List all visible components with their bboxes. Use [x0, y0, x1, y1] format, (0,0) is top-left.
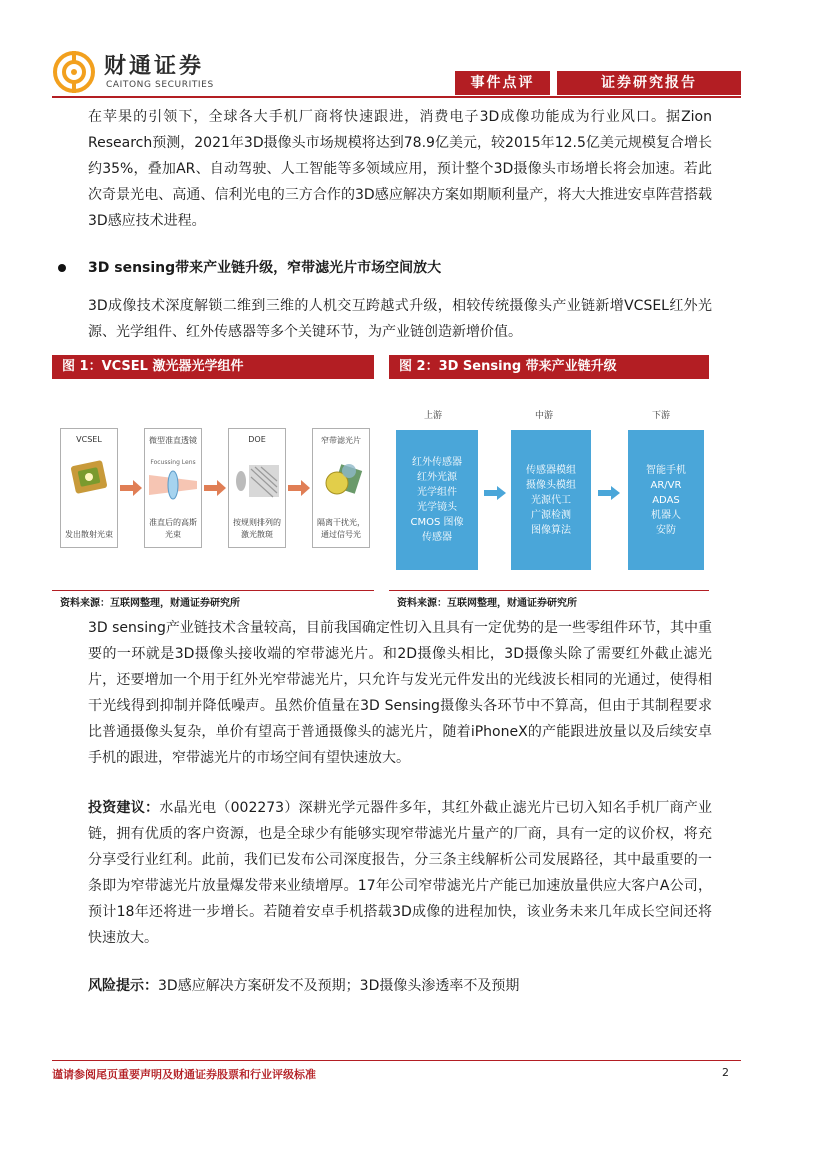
stage-title: 窄带滤光片	[321, 436, 361, 445]
figure2-midstream-box	[511, 430, 591, 570]
header-divider	[52, 96, 741, 98]
flow-arrow-icon	[288, 480, 310, 496]
flow-line: 摄像头模组	[526, 479, 576, 491]
flow-line: CMOS 图像	[410, 517, 464, 528]
header-tag-event-review: 事件点评	[455, 71, 550, 95]
flow-line: 图像算法	[531, 524, 571, 536]
figure2-column-label: 下游	[652, 411, 671, 421]
figure2-downstream-box	[628, 430, 704, 570]
logo-english-name: CAITONG SECURITIES	[106, 80, 214, 90]
figure1-title: 图 1：VCSEL 激光器光学组件	[52, 355, 374, 379]
stage-caption: 按规则排列的激光散斑	[233, 518, 281, 539]
paragraph-intro: 在苹果的引领下，全球各大手机厂商将快速跟进，消费电子3D成像功能成为行业风口。据Zion Research预测，2021年3D摄像头市场规模将达到78.9亿美元，较2015年12.5亿美元规模复合增长约35%，叠加AR、自动驾驶、人工智能等多领域应用，预计整个3D摄像头市场增长将会加速。若此次奇景光电、高通、信利光电的三方合作的3D感应解决方案如期顺利量产，将大大推进安卓阵营搭载3D感应技术进程。	[88, 109, 712, 229]
stage-caption: 发出散射光束	[65, 530, 113, 539]
flow-arrow-icon	[598, 486, 620, 500]
flow-line: 传感器模组	[526, 464, 576, 476]
figure2-source: 资料来源：互联网整理，财通证券研究所	[397, 598, 577, 609]
investment-advice-text: 水晶光电（002273）深耕光学元器件多年，其红外截止滤光片已切入知名手机厂商产业链，拥有优质的客户资源，也是全球少有能够实现窄带滤光片量产的厂商，具有一定的议价权，将充分享受行业红利。此前，我们已发布公司深度报告，分三条主线解析公司发展路径，其中最重要的一条即为窄带滤光片放量爆发带来业绩增厚。17年公司窄带滤光片产能已加速放量供应大客户A公司，预计18年还将进一步增长。若随着安卓手机搭载3D成像的进程加快，该业务未来几年成长空间还将快速放大。	[88, 800, 712, 946]
figure1-stage-doe	[228, 428, 286, 548]
flow-line: 光源代工	[531, 494, 571, 506]
paragraph-industry-chain: 3D成像技术深度解锁二维到三维的人机交互跨越式升级，相较传统摄像头产业链新增VCSEL红外光源、光学组件、红外传感器等多个关键环节，为产业链创造新增价值。	[88, 298, 712, 340]
figure1-source: 资料来源：互联网整理，财通证券研究所	[60, 598, 240, 609]
page-number: 2	[722, 1066, 729, 1079]
flow-line: 光学镜头	[417, 502, 457, 513]
risk-warning-text: 3D感应解决方案研发不及预期；3D摄像头渗透率不及预期	[158, 978, 520, 994]
flow-line: 传感器	[422, 532, 452, 543]
flow-line: 安防	[656, 524, 676, 536]
paragraph-risk-warning	[88, 973, 712, 999]
flow-arrow-icon	[204, 480, 226, 496]
footer-divider	[52, 1060, 741, 1061]
stage-title: VCSEL	[76, 435, 102, 444]
footer-disclaimer: 谨请参阅尾页重要声明及财通证券股票和行业评级标准	[52, 1068, 316, 1081]
flow-line: 机器人	[651, 509, 681, 521]
stage-title: DOE	[248, 435, 266, 444]
figure1-stage-lens	[144, 428, 202, 548]
stage-caption: 隔离干扰光，通过信号光	[317, 518, 365, 539]
stage-title: 微型准直透镜	[149, 436, 197, 445]
paragraph-investment-advice	[88, 795, 712, 951]
figure2-column-label: 中游	[535, 411, 554, 421]
investment-advice-label: 投资建议：	[88, 800, 160, 816]
flow-line: ADAS	[652, 494, 680, 506]
figure2-upstream-box	[396, 430, 478, 570]
flow-arrow-icon	[120, 480, 142, 496]
doe-pattern-icon	[233, 459, 281, 503]
flow-line: 智能手机	[646, 464, 686, 476]
figure1-stage-filter	[312, 428, 370, 548]
vcsel-chip-icon	[69, 457, 109, 497]
flow-line: 红外光源	[417, 472, 457, 483]
filter-disc-icon	[319, 457, 363, 501]
logo-chinese-name: 财通证券	[104, 54, 205, 79]
risk-warning-label: 风险提示：	[88, 978, 158, 994]
section-heading: 3D sensing带来产业链升级，窄带滤光片市场空间放大	[88, 260, 442, 276]
flow-line: AR/VR	[650, 479, 682, 491]
company-logo-icon	[52, 50, 96, 94]
figure2-column-label: 上游	[424, 411, 443, 421]
flow-line: 红外传感器	[412, 457, 462, 468]
figure2-title: 图 2：3D Sensing 带来产业链升级	[389, 355, 709, 379]
stage-caption: 准直后的高斯光束	[149, 518, 197, 539]
figure2-source-divider	[389, 590, 709, 591]
figure1-stage-vcsel	[60, 428, 118, 548]
bullet-dot-icon	[58, 264, 66, 272]
flow-line: 光学组件	[417, 487, 457, 498]
flow-line: 广源检测	[531, 509, 571, 521]
flow-arrow-icon	[484, 486, 506, 500]
stage-subtitle: Focussing Lens	[150, 459, 196, 466]
figure1-source-divider	[52, 590, 374, 591]
header-tag-research-report: 证券研究报告	[557, 71, 741, 95]
lens-beam-icon	[149, 469, 197, 501]
paragraph-narrowband-filter: 3D sensing产业链技术含量较高，目前我国确定性切入且具有一定优势的是一些零组件环节，其中重要的一环就是3D摄像头接收端的窄带滤光片。和2D摄像头相比，3D摄像头除了需要红外截止滤光片，还要增加一个用于红外光窄带滤光片，只允许与发光元件发出的光线波长相同的光通过，使得相干光线得到抑制并降低噪声。虽然价值量在3D Sensing摄像头各环节中不算高，但由于其制程要求比普通摄像头复杂，单价有望高于普通摄像头的滤光片，随着iPhoneX的产能跟进放量以及后续安卓手机的跟进，窄带滤光片的市场空间有望快速放大。	[88, 620, 712, 766]
